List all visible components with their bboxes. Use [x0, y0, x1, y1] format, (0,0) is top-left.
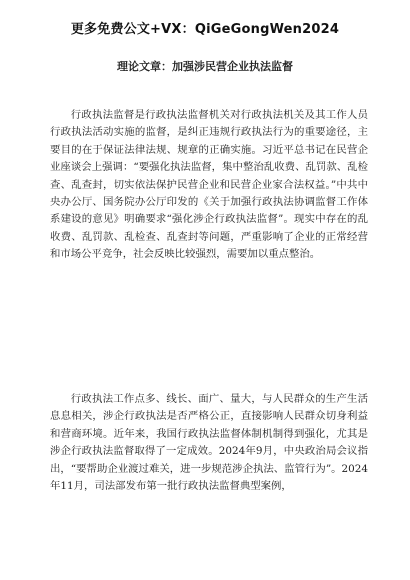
document-title: 理论文章：加强涉民营企业执法监督 — [117, 60, 293, 73]
body-paragraph-2 — [50, 391, 368, 495]
watermark-header: 更多免费公文+VX：QiGeGongWen2024 — [70, 22, 340, 37]
body-paragraph-1 — [50, 107, 368, 264]
paragraph-text: 行政执法工作点多、线长、面广、量大，与人民群众的生产生活息息相关，涉企行政执法是否严格公正，直接影响人民群众切身利益和营商环境。近年来，我国行政执法监督体制机制得到强化，尤其是涉企行政执法监督取得了一定成效。2024年9月，中央政治局会议指出，“要帮助企业渡过难关，进一步规范涉企执法、监管行为”。2024年11月，司法部发布第一批行政执法监督典型案例， — [50, 393, 368, 493]
paragraph-text: 行政执法监督是行政执法监督机关对行政执法机关及其工作人员行政执法活动实施的监督，是纠正违规行政执法行为的重要途径，主要目的在于保证法律法规、规章的正确实施。习近平总书记在民营企业座谈会上强调：“要强化执法监督，集中整治乱收费、乱罚款、乱检查、乱查封，切实依法保护民营企业和民营企业家合法权益。”中共中央办公厅、国务院办公厅印发的《关于加强行政执法协调监督工作体系建设的意见》明确要求“强化涉企行政执法监督”。现实中存在的乱收费、乱罚款、乱检查、乱查封等问题，严重影响了企业的正常经营和市场公平竞争，社会反映比较强烈，需要加以重点整治。 — [50, 109, 368, 261]
